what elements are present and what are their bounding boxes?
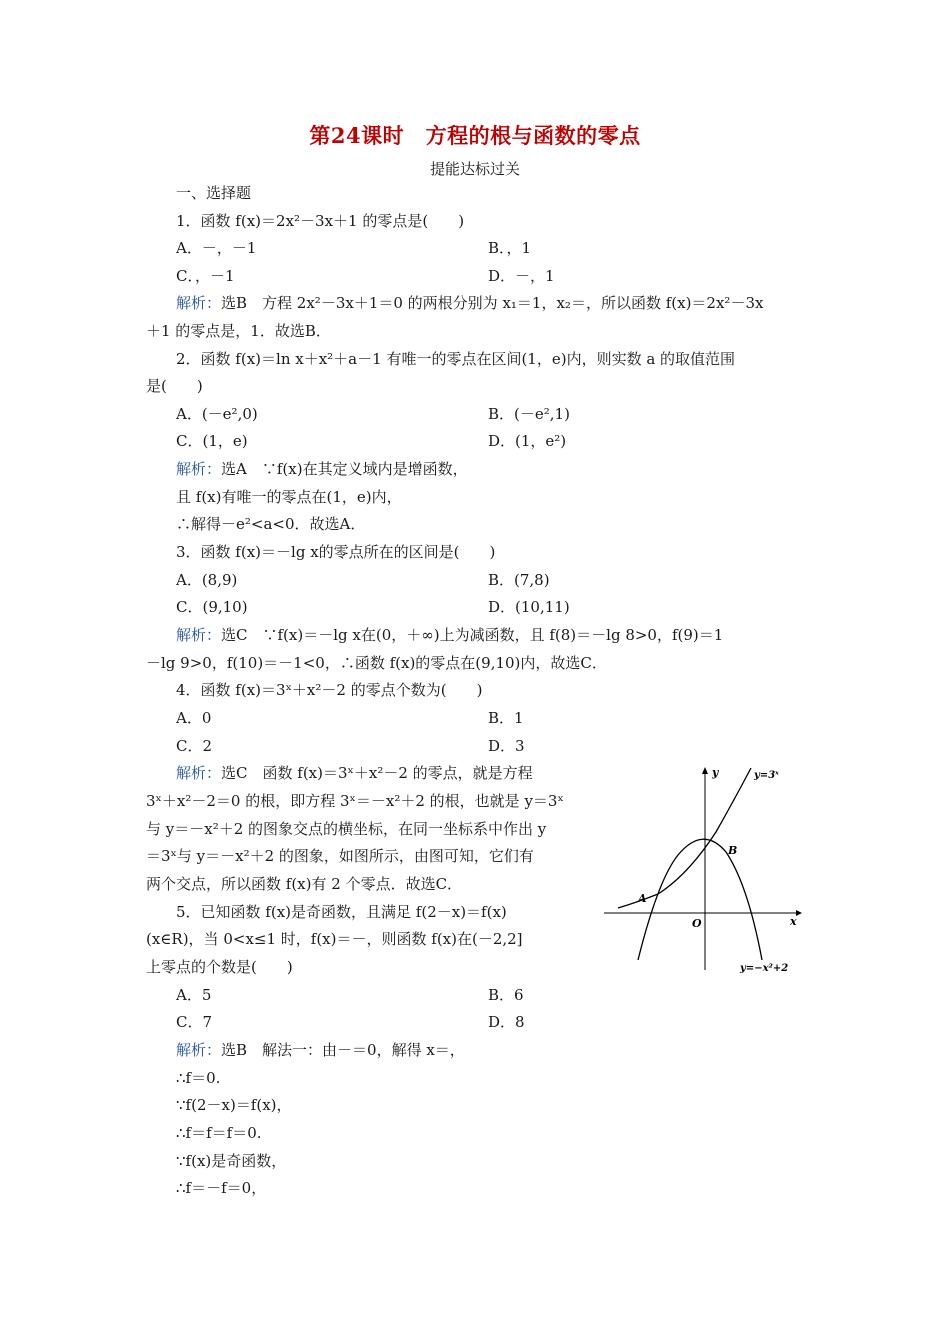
question-1: 1．函数 f(x)＝2x²－3x＋1 的零点是( ): [176, 212, 465, 230]
q1-option-b: B．，1: [488, 239, 532, 257]
point-a-label: A: [638, 892, 647, 905]
curve-exp-label: y=3ˣ: [754, 770, 779, 781]
q2-option-d: D．(1，e²): [488, 432, 567, 450]
q2-analysis-line3: ∴解得－e²<a<0．故选A．: [176, 515, 366, 533]
exponential-curve: [618, 768, 751, 908]
curve-parabola-label: y=−x²+2: [740, 963, 789, 974]
analysis-label: 解析：: [176, 764, 222, 782]
y-axis-label: y: [712, 766, 719, 779]
q5-option-b: B．6: [488, 986, 524, 1004]
q4-option-b: B．1: [488, 709, 524, 727]
q1-option-d: D．－，1: [488, 267, 555, 285]
analysis-label: 解析：: [176, 294, 222, 312]
x-axis-arrow-icon: [796, 910, 802, 916]
q1-option-c: C．，－1: [176, 267, 235, 285]
question-5-line2: (x∈R)，当 0<x≤1 时，f(x)＝－，则函数 f(x)在(－2,2]: [146, 930, 523, 948]
q4-option-c: C．2: [176, 737, 213, 755]
q3-analysis-text: 选C ∵f(x)＝－lg x在(0，＋∞)上为减函数，且 f(8)＝－lg 8>0，f(9)＝1: [221, 626, 724, 644]
q2-option-a: A．(－e²,0): [176, 405, 258, 423]
y-axis-arrow-icon: [702, 767, 708, 774]
q4-analysis-line3: 与 y＝－x²＋2 的图象交点的横坐标，在同一坐标系中作出 y: [146, 820, 547, 838]
function-graph-figure: [598, 760, 810, 975]
question-5: 5．已知函数 f(x)是奇函数，且满足 f(2－x)＝f(x): [176, 903, 507, 921]
q3-option-d: D．(10,11): [488, 598, 570, 616]
q3-option-b: B．(7,8): [488, 571, 550, 589]
q5-option-c: C．7: [176, 1013, 213, 1031]
page-subtitle: 提能达标过关: [429, 160, 520, 178]
q5-analysis-line3: ∵f(2－x)＝f(x)，: [176, 1096, 292, 1114]
q4-analysis-text: 选C 函数 f(x)＝3ˣ＋x²－2 的零点，就是方程: [221, 764, 533, 782]
analysis-label: 解析：: [176, 460, 222, 478]
q5-option-d: D．8: [488, 1013, 525, 1031]
q5-analysis-text: 选B 解法一：由－＝0，解得 x＝，: [221, 1041, 465, 1059]
q1-analysis-cont: ＋1 的零点是，1．故选B．: [146, 322, 331, 340]
q2-analysis-line2: 且 f(x)有唯一的零点在(1，e)内，: [176, 488, 402, 506]
origin-label: O: [692, 917, 702, 930]
q4-analysis-line4: ＝3ˣ与 y＝－x²＋2 的图象，如图所示，由图可知，它们有: [146, 847, 534, 865]
q5-analysis-line6: ∴f＝－f＝0，: [176, 1179, 267, 1197]
page-title: 第24课时 方程的根与函数的零点: [309, 123, 641, 148]
q2-option-c: C．(1，e): [176, 432, 248, 450]
q5-option-a: A．5: [176, 986, 212, 1004]
x-axis-label: x: [790, 915, 797, 928]
q5-analysis-line2: ∴f＝0.: [176, 1069, 221, 1087]
q3-analysis-cont: －lg 9>0，f(10)＝－1<0，∴函数 f(x)的零点在(9,10)内，故选C．: [146, 654, 607, 672]
section-heading: 一、选择题: [176, 184, 252, 202]
question-2: 2．函数 f(x)＝ln x＋x²＋a－1 有唯一的零点在区间(1，e)内，则实数 a 的取值范围: [176, 350, 736, 368]
q1-analysis: [176, 293, 763, 313]
question-2-cont: 是( ): [146, 377, 203, 395]
q5-analysis-line5: ∵f(x)是奇函数，: [176, 1152, 287, 1170]
analysis-label: 解析：: [176, 626, 222, 644]
q2-option-b: B．(－e²,1): [488, 405, 570, 423]
q3-analysis: [176, 625, 723, 645]
q2-analysis-text: 选A ∵f(x)在其定义域内是增函数，: [221, 460, 468, 478]
q4-option-a: A．0: [176, 709, 212, 727]
q4-analysis-line5: 两个交点，所以函数 f(x)有 2 个零点．故选C．: [146, 875, 463, 893]
q5-analysis: [176, 1040, 465, 1060]
q1-option-a: A．－，－1: [176, 239, 257, 257]
q3-option-a: A．(8,9): [176, 571, 238, 589]
q4-option-d: D．3: [488, 737, 525, 755]
question-5-line3: 上零点的个数是( ): [146, 958, 293, 976]
q2-analysis: [176, 459, 468, 479]
q5-analysis-line4: ∴f＝f＝f＝0.: [176, 1124, 262, 1142]
q4-analysis: [176, 763, 533, 783]
graph-svg: [598, 760, 810, 975]
question-4: 4．函数 f(x)＝3ˣ＋x²－2 的零点个数为( ): [176, 681, 483, 699]
q4-analysis-line2: 3ˣ＋x²－2＝0 的根，即方程 3ˣ＝－x²＋2 的根，也就是 y＝3ˣ: [146, 792, 564, 810]
question-3: 3．函数 f(x)＝－lg x的零点所在的区间是( ): [176, 543, 496, 561]
point-b-label: B: [728, 844, 738, 857]
analysis-label: 解析：: [176, 1041, 222, 1059]
parabola-curve: [638, 839, 762, 960]
q1-analysis-text: 选B 方程 2x²－3x＋1＝0 的两根分别为 x₁＝1，x₂＝，所以函数 f(x)＝2x²－3x: [221, 294, 764, 312]
q3-option-c: C．(9,10): [176, 598, 248, 616]
